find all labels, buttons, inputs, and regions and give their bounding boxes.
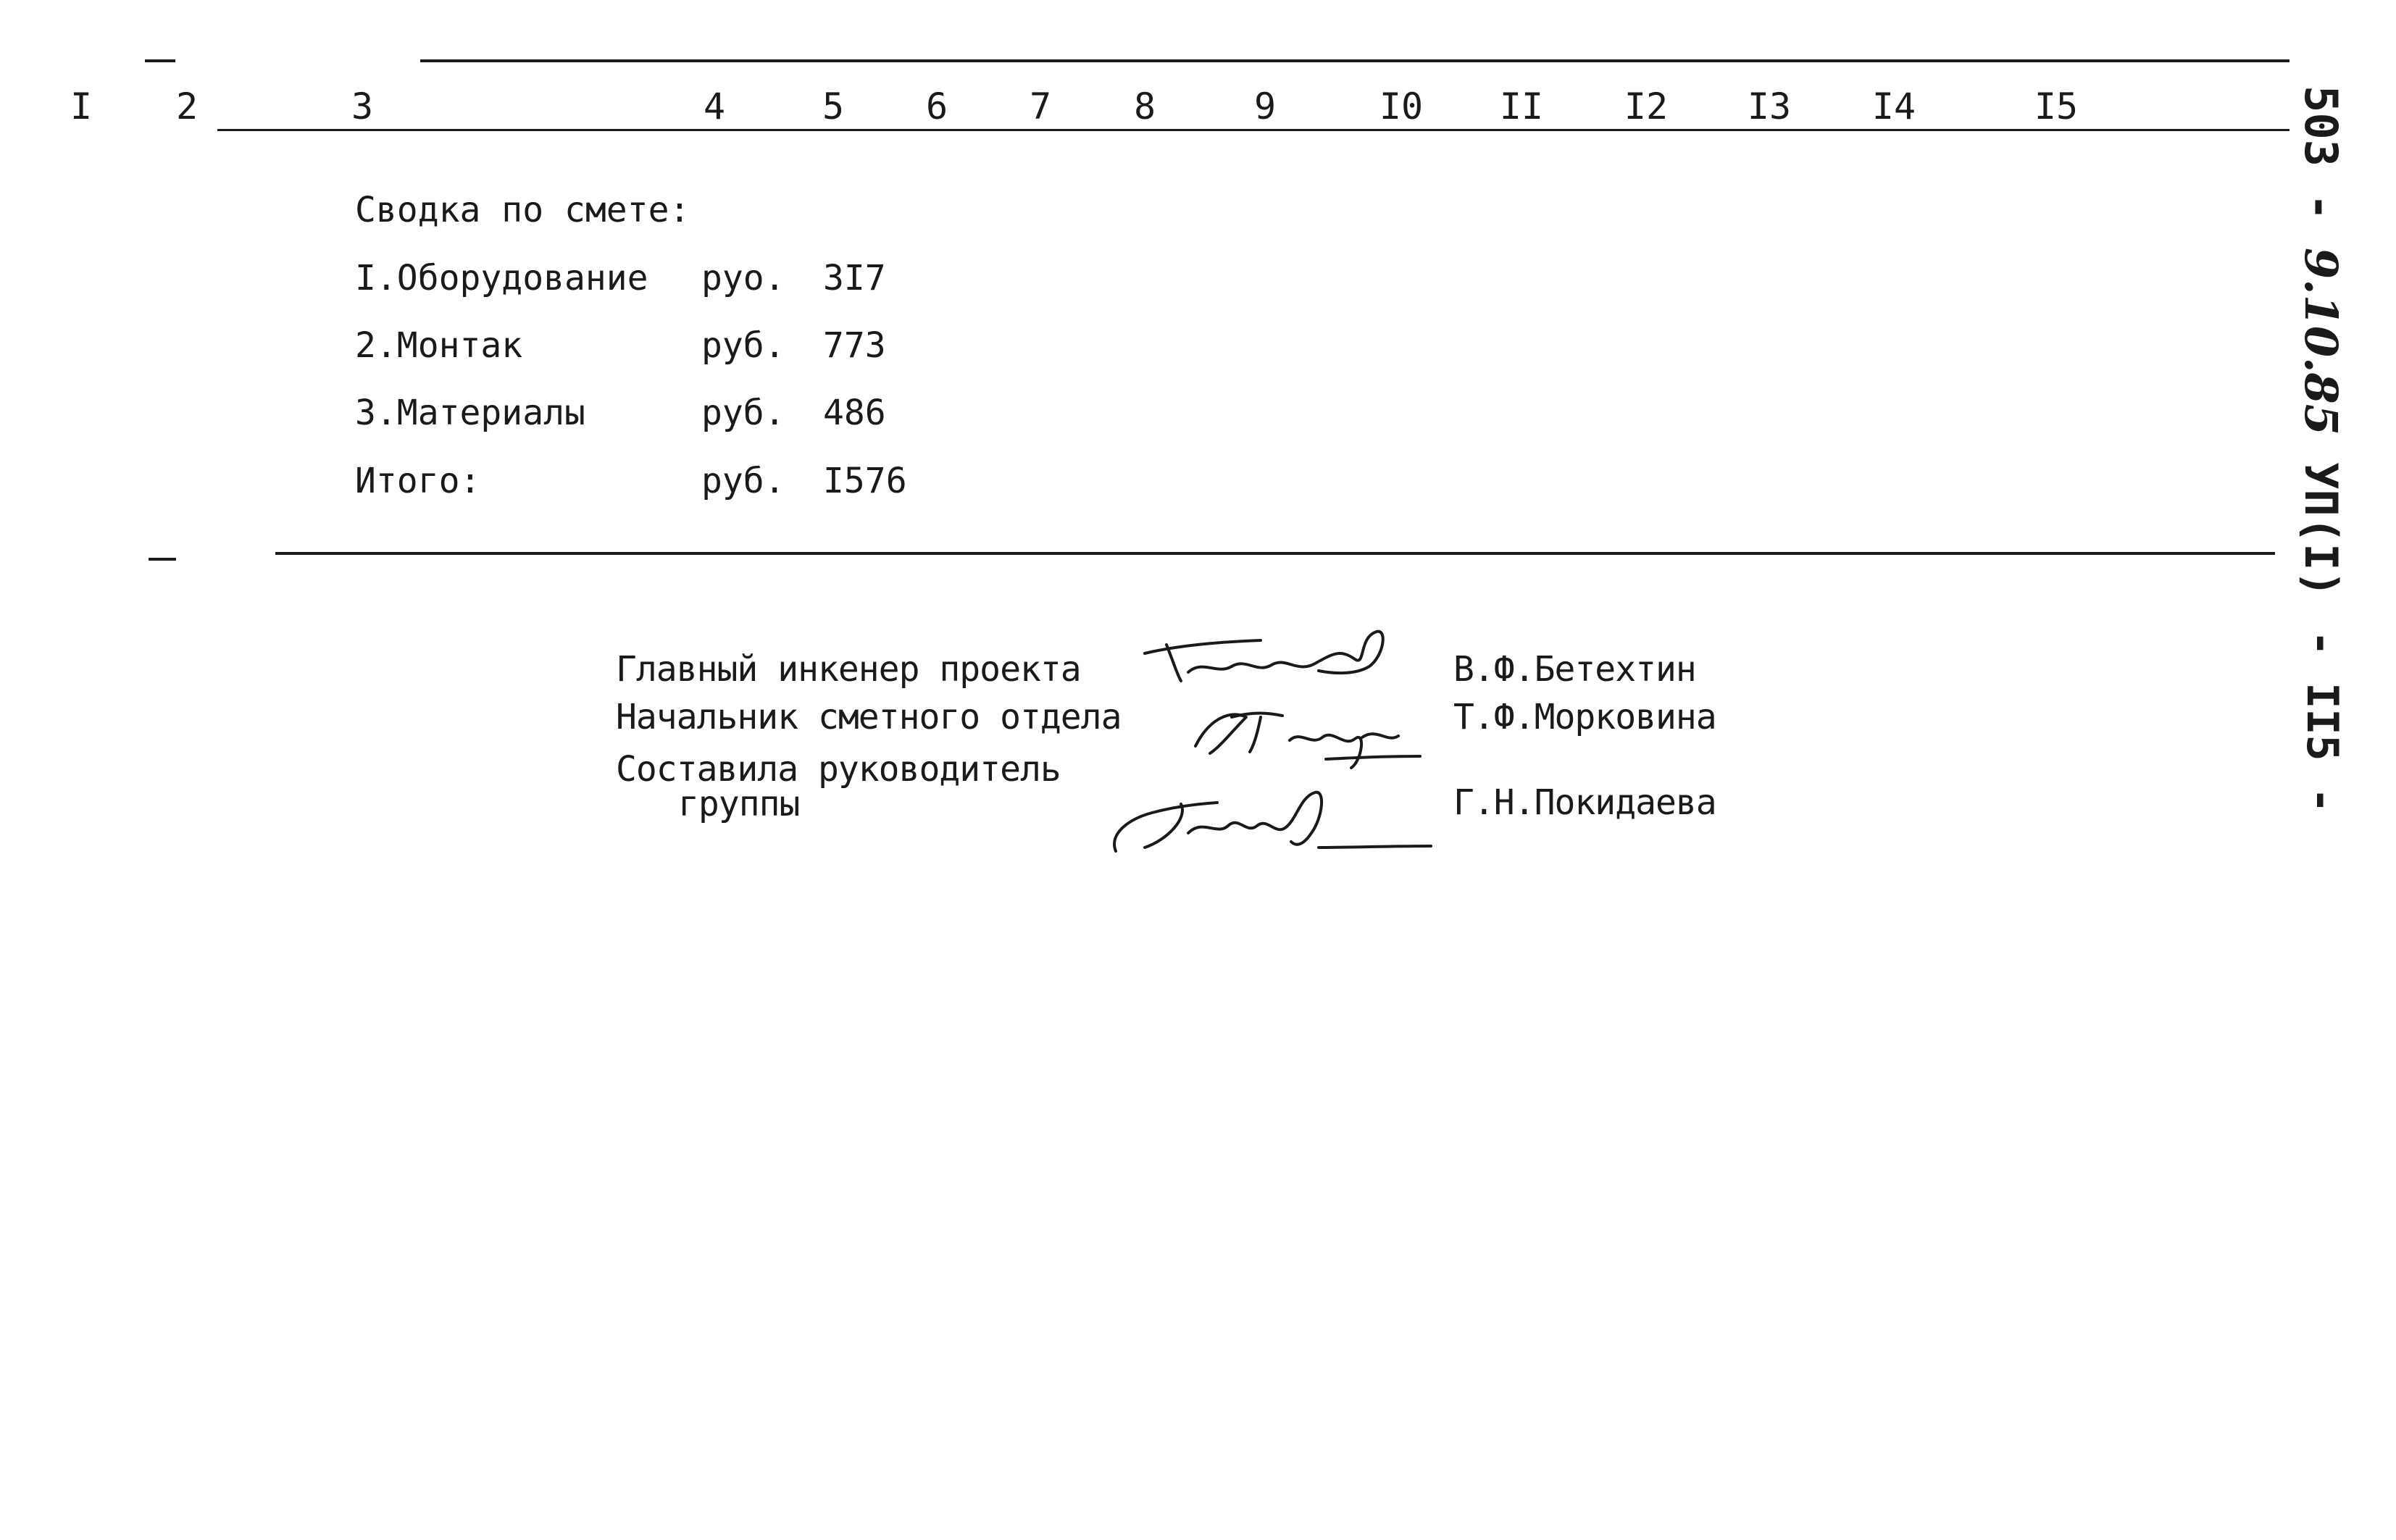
signature-name: Г.Н.Покидаева (1453, 782, 1716, 823)
column-number: II (1499, 85, 1544, 127)
signature-name: Т.Ф.Морковина (1453, 697, 1716, 737)
column-number: I5 (2034, 85, 2079, 127)
signature-role: Главный инкенер проекта (616, 649, 1081, 690)
signature-role: Составила руководитель (616, 749, 1061, 790)
column-number: I3 (1747, 85, 1792, 127)
header-bottom-rule (217, 129, 2289, 131)
summary-row-unit: руб. (701, 325, 785, 366)
column-number: 3 (351, 85, 374, 127)
summary-row-label: 3.Материалы (355, 393, 585, 433)
document-code-handwritten: 9.10.85 (2295, 247, 2347, 435)
column-number: 7 (1029, 85, 1052, 127)
header-top-rule (420, 59, 2289, 62)
column-number: 4 (703, 85, 726, 127)
section-divider (275, 552, 2275, 555)
summary-row-unit: руо. (701, 258, 785, 298)
signature-name: В.Ф.Бетехтин (1453, 649, 1696, 690)
column-number: 9 (1253, 85, 1277, 127)
handwritten-signature (1138, 623, 1398, 695)
column-number: 2 (175, 85, 199, 127)
summary-row-value: 773 (823, 325, 886, 366)
summary-row-unit: руб. (701, 393, 785, 433)
document-code-prefix: 503 - (2295, 85, 2347, 221)
column-number: 6 (925, 85, 948, 127)
summary-row-value: 486 (823, 393, 886, 433)
column-number: I (70, 85, 93, 127)
document-code (2282, 85, 2347, 598)
signature-role-line2: группы (678, 784, 800, 824)
column-number: 5 (822, 85, 845, 127)
document-code-suffix: УП(I) (2295, 462, 2347, 598)
section-divider-short (149, 558, 176, 561)
column-number: 8 (1133, 85, 1156, 127)
signature-role: Начальник сметного отдела (616, 697, 1122, 737)
handwritten-signature (1181, 695, 1427, 775)
page-number: - II5 - (2297, 630, 2347, 813)
summary-total-unit: руб. (701, 461, 785, 501)
summary-row-label: 2.Монтак (355, 325, 523, 366)
column-number: I0 (1379, 85, 1424, 127)
summary-title: Сводка по смете: (355, 190, 690, 230)
summary-total-label: Итого: (355, 461, 481, 501)
handwritten-signature (1101, 775, 1435, 862)
header-top-rule-short (145, 59, 175, 62)
summary-row-label: I.Оборудование (355, 258, 648, 298)
column-number: I2 (1624, 85, 1669, 127)
column-number: I4 (1871, 85, 1916, 127)
summary-total-value: I576 (823, 461, 907, 501)
summary-row-value: 3I7 (823, 258, 886, 298)
